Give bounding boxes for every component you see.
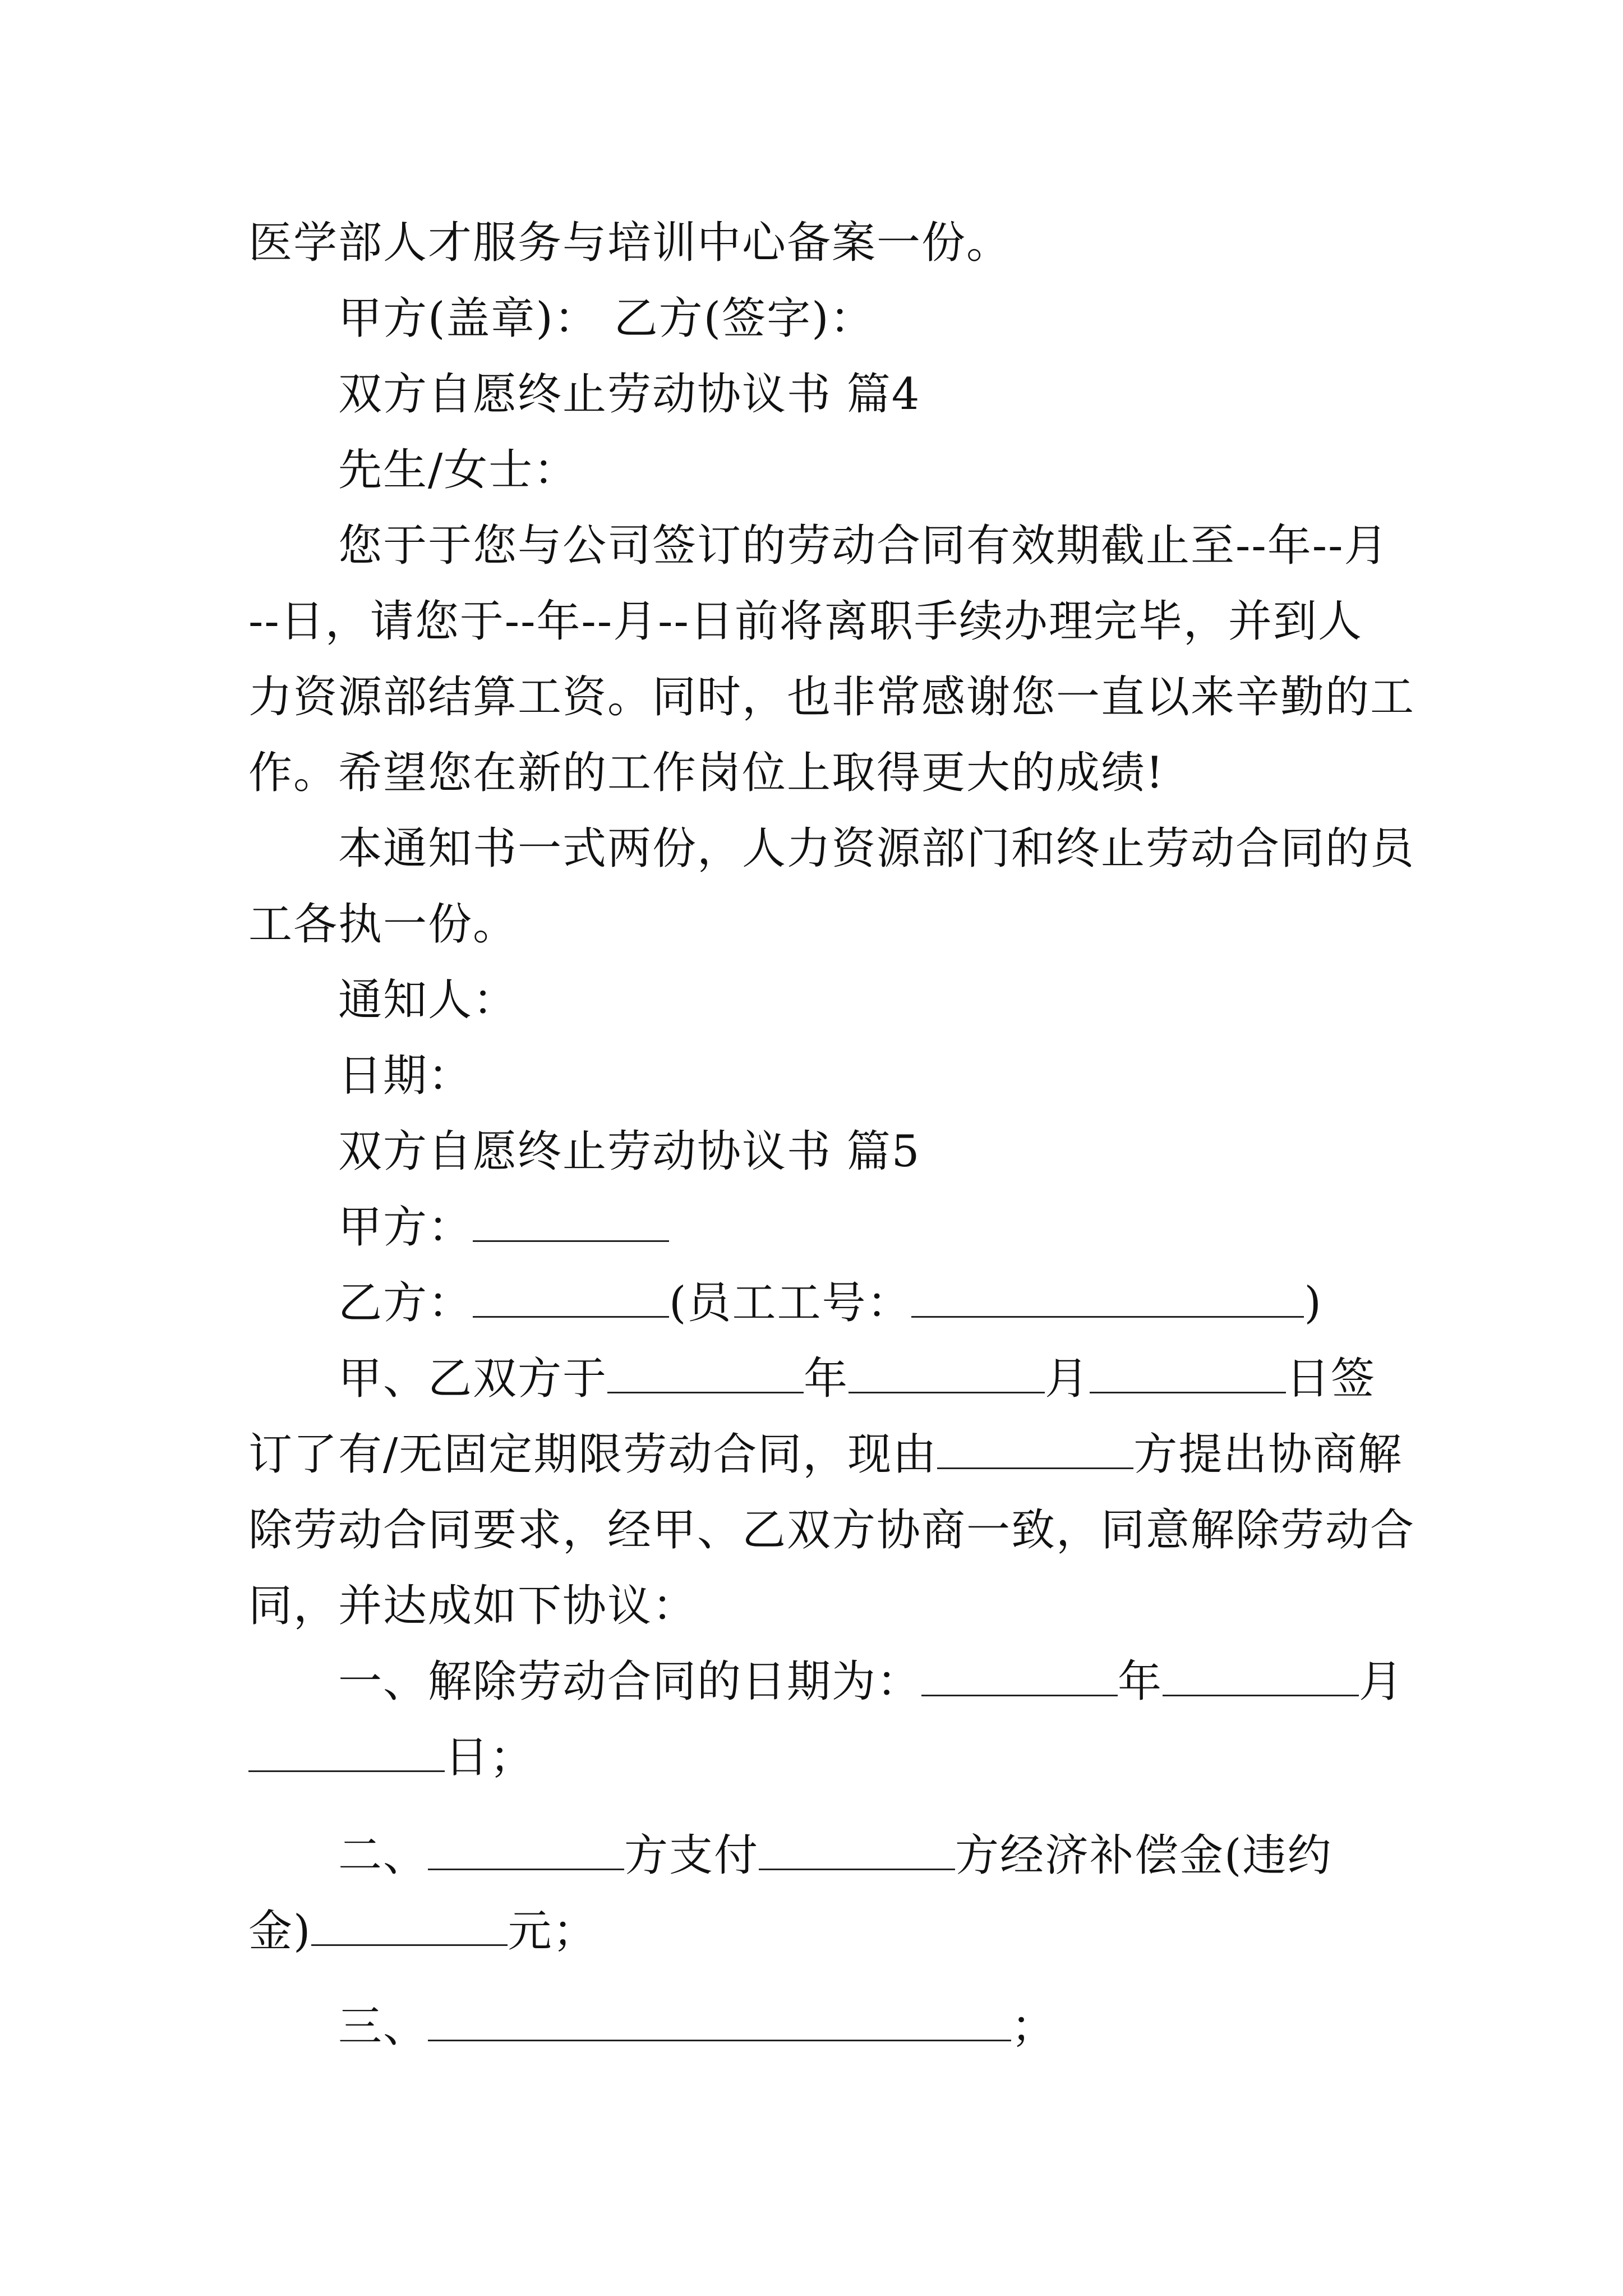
text-line (248, 1428, 1403, 1481)
clause-text: 一、解除劳动合同的日期为： (338, 1657, 922, 1707)
paragraph-text: 医学部人才服务与培训中心备案一份。 (248, 218, 1012, 268)
paragraph-text: 方提出协商解 (1133, 1429, 1403, 1480)
paragraph-text: --日，请您于--年--月--日前将离职手续办理完毕，并到人 (248, 596, 1363, 647)
paragraph-text: 订了有/无固定期限劳动合同，现由 (248, 1429, 938, 1480)
clause-text: 元； (508, 1906, 598, 1957)
paragraph-text: 力资源部结算工资。同时，也非常感谢您一直以来辛勤的工 (248, 672, 1415, 723)
notifier-label: 通知人： (338, 975, 518, 1025)
clause-text: 金) (248, 1906, 312, 1957)
party-a-label: 甲方： (338, 1202, 473, 1253)
text-line (248, 670, 1415, 724)
fill-blank (473, 1201, 669, 1242)
fill-blank (428, 2000, 1011, 2041)
fill-blank (759, 1829, 955, 1870)
fill-blank (607, 1352, 804, 1393)
text-line (338, 519, 1477, 573)
clause-2-cont (248, 1904, 1387, 1958)
clause-text: 三、 (338, 2001, 428, 2052)
fill-blank (937, 1428, 1133, 1469)
clause-3 (338, 2000, 1477, 2054)
text-line (248, 1503, 1415, 1557)
fill-blank (921, 1655, 1118, 1696)
clause-2 (338, 1829, 1477, 1883)
fill-blank (248, 1731, 445, 1772)
clause-text: 方经济补偿金(违约 (955, 1830, 1332, 1881)
text-line (248, 898, 1387, 951)
paragraph-text: 月 (1045, 1354, 1090, 1404)
clause-text: 方支付 (624, 1830, 759, 1881)
clause-text: ； (1011, 2001, 1057, 2052)
fill-blank (1090, 1352, 1286, 1393)
paragraph-text: 您于于您与公司签订的劳动合同有效期截止至--年--月 (338, 521, 1389, 571)
signature-labels: 甲方(盖章)： 乙方(签字)： (338, 293, 875, 344)
paragraph-text: 甲、乙双方于 (338, 1354, 608, 1404)
section-title-text: 双方自愿终止劳动协议书 篇4 (338, 369, 921, 420)
clause-1-cont (248, 1731, 1387, 1784)
paren-close: ) (1304, 1278, 1322, 1328)
paragraph-text: 工各执一份。 (248, 899, 518, 950)
section-title (338, 1125, 1477, 1179)
party-a-line (338, 1200, 1477, 1254)
paragraph-text: 本通知书一式两份，人力资源部门和终止劳动合同的员 (338, 823, 1415, 874)
party-b-line (338, 1276, 1477, 1330)
fill-blank (849, 1352, 1045, 1393)
fill-blank (428, 1829, 624, 1870)
fill-blank (473, 1277, 669, 1318)
paragraph-text: 作。希望您在新的工作岗位上取得更大的成绩! (248, 748, 1165, 798)
paragraph-text: 年 (804, 1354, 849, 1404)
salutation-text: 先生/女士： (338, 445, 579, 495)
notifier-line (338, 973, 1477, 1027)
clause-text: 日； (445, 1732, 535, 1783)
clause-1 (338, 1655, 1477, 1709)
party-b-label: 乙方： (338, 1278, 473, 1328)
fill-blank (1163, 1655, 1359, 1696)
section-title (338, 367, 1477, 421)
text-line (338, 1352, 1477, 1406)
clause-text: 月 (1359, 1657, 1404, 1707)
employee-id-label: (员工工号： (669, 1278, 912, 1328)
text-line (338, 822, 1477, 876)
paragraph-text: 日签 (1286, 1354, 1376, 1404)
paragraph-text: 同，并达成如下协议： (248, 1581, 698, 1631)
signature-line (338, 292, 1477, 346)
text-line (248, 1579, 1387, 1633)
text-line (248, 216, 1387, 270)
clause-text: 年 (1118, 1657, 1163, 1707)
paragraph-text: 除劳动合同要求，经甲、乙双方协商一致，同意解除劳动合 (248, 1505, 1415, 1556)
section-title-text: 双方自愿终止劳动协议书 篇5 (338, 1126, 921, 1177)
date-line (338, 1049, 1477, 1103)
clause-text: 二、 (338, 1830, 428, 1881)
salutation (338, 443, 1477, 497)
text-line (248, 746, 1387, 800)
date-label: 日期： (338, 1051, 473, 1101)
text-line (248, 595, 1387, 648)
fill-blank (311, 1905, 508, 1946)
fill-blank (911, 1277, 1304, 1318)
